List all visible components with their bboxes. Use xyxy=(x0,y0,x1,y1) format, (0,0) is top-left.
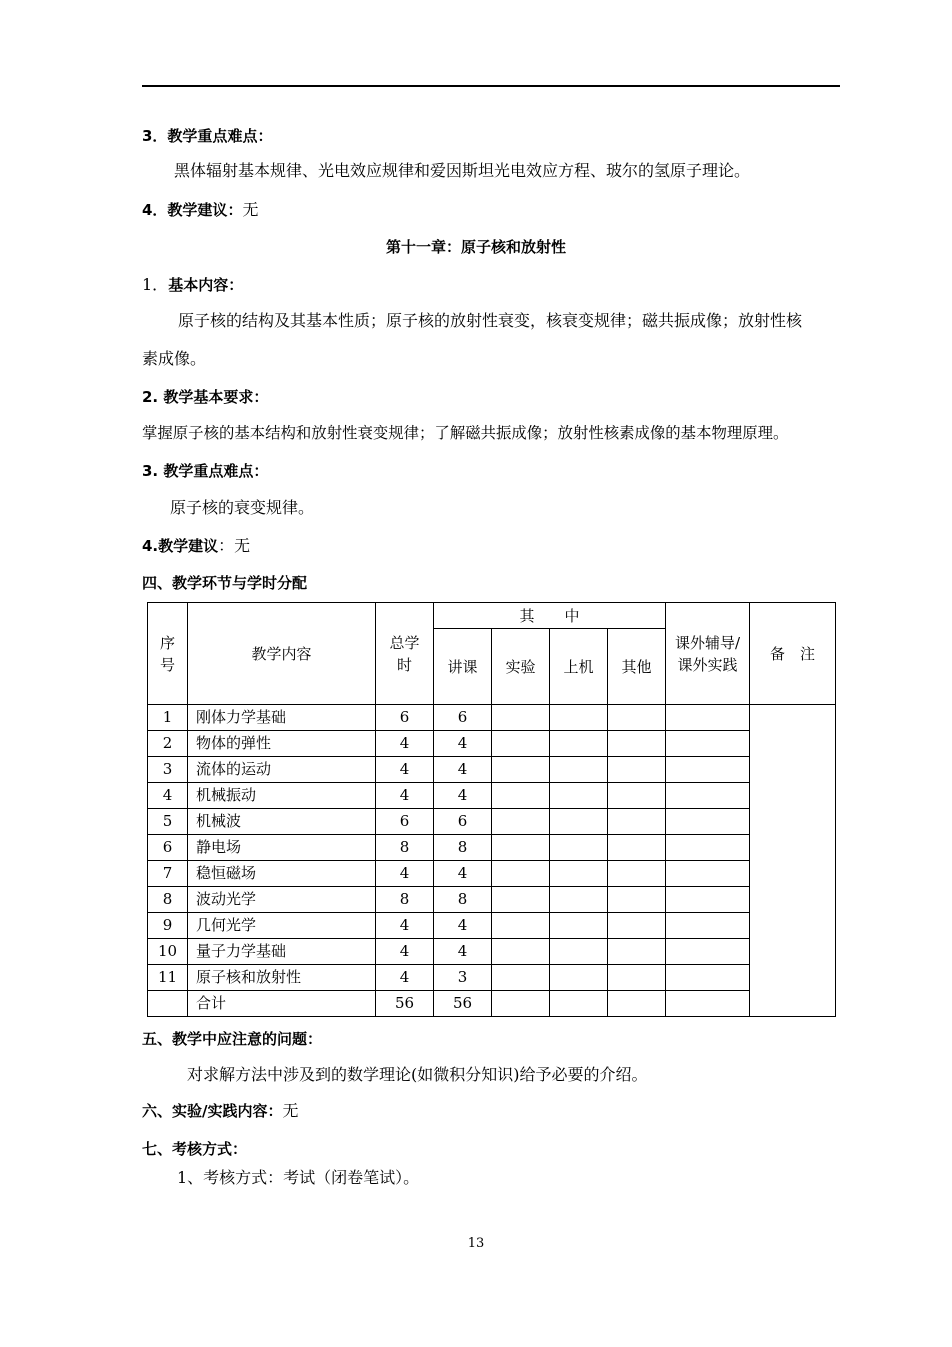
section-4-heading: 4．教学建议： xyxy=(142,201,243,219)
row-note xyxy=(750,705,836,1017)
row-total: 4 xyxy=(376,913,434,939)
row-content: 机械振动 xyxy=(188,783,376,809)
row-lab xyxy=(492,991,550,1017)
section-five-heading: 五、教学中应注意的问题： xyxy=(142,1030,323,1048)
row-computer xyxy=(550,939,608,965)
table-row xyxy=(148,939,836,965)
chapter-section-3-heading: 3. 教学重点难点： xyxy=(142,462,269,480)
row-content: 几何光学 xyxy=(188,913,376,939)
row-content: 静电场 xyxy=(188,835,376,861)
row-lecture: 4 xyxy=(434,731,492,757)
row-computer xyxy=(550,965,608,991)
row-seq: 5 xyxy=(148,809,188,835)
row-content: 量子力学基础 xyxy=(188,939,376,965)
table-row xyxy=(148,731,836,757)
row-content: 流体的运动 xyxy=(188,757,376,783)
header-note: 备 注 xyxy=(750,603,836,705)
row-content: 原子核和放射性 xyxy=(188,965,376,991)
row-lecture: 8 xyxy=(434,887,492,913)
section-seven-heading: 七、考核方式： xyxy=(142,1140,248,1158)
table-row xyxy=(148,705,836,731)
chapter-section-4-heading: 4.教学建议 xyxy=(142,537,219,555)
row-extra xyxy=(666,783,750,809)
row-total: 4 xyxy=(376,861,434,887)
row-seq: 11 xyxy=(148,965,188,991)
table-row xyxy=(148,783,836,809)
row-lab xyxy=(492,861,550,887)
table-body xyxy=(148,705,836,1017)
row-lecture: 3 xyxy=(434,965,492,991)
row-content: 机械波 xyxy=(188,809,376,835)
chapter-section-3-heading-line xyxy=(142,460,268,482)
row-seq xyxy=(148,991,188,1017)
chapter-section-1-body-1: 原子核的结构及其基本性质；原子核的放射性衰变，核衰变规律；磁共振成像；放射性核 xyxy=(178,311,803,330)
row-total: 56 xyxy=(376,991,434,1017)
section-four-heading: 四、教学环节与学时分配 xyxy=(142,574,308,592)
row-seq: 10 xyxy=(148,939,188,965)
section-3-heading: 3．教学重点难点： xyxy=(142,127,273,145)
row-lecture: 4 xyxy=(434,861,492,887)
row-extra xyxy=(666,939,750,965)
row-lecture: 6 xyxy=(434,809,492,835)
row-computer xyxy=(550,861,608,887)
row-computer xyxy=(550,731,608,757)
row-lab xyxy=(492,835,550,861)
header-lecture: 讲课 xyxy=(434,629,492,705)
section-five-heading-line xyxy=(142,1028,322,1050)
table-row xyxy=(148,757,836,783)
row-lab xyxy=(492,757,550,783)
header-extra: 课外辅导/课外实践 xyxy=(666,603,750,705)
section-4-line xyxy=(142,199,258,221)
table-row xyxy=(148,835,836,861)
row-other xyxy=(608,861,666,887)
row-seq: 9 xyxy=(148,913,188,939)
header-other: 其他 xyxy=(608,629,666,705)
row-content: 刚体力学基础 xyxy=(188,705,376,731)
row-lecture: 56 xyxy=(434,991,492,1017)
chapter-section-4-value: ：无 xyxy=(218,536,251,555)
chapter-section-1-body-2: 素成像。 xyxy=(142,349,207,368)
row-other xyxy=(608,991,666,1017)
row-lecture: 8 xyxy=(434,835,492,861)
row-extra xyxy=(666,757,750,783)
row-total: 8 xyxy=(376,887,434,913)
chapter-section-1-heading: 基本内容： xyxy=(168,276,244,294)
row-lab xyxy=(492,809,550,835)
row-lecture: 4 xyxy=(434,939,492,965)
row-seq: 2 xyxy=(148,731,188,757)
row-computer xyxy=(550,757,608,783)
header-rule xyxy=(142,85,840,87)
chapter-section-2-heading-line xyxy=(142,386,268,408)
chapter-section-1-line xyxy=(142,274,243,296)
row-lecture: 4 xyxy=(434,757,492,783)
page-number: 13 xyxy=(467,1236,485,1251)
row-total: 8 xyxy=(376,835,434,861)
table-row xyxy=(148,809,836,835)
section-five-body: 对求解方法中涉及到的数学理论(如微积分知识)给予必要的介绍。 xyxy=(187,1065,648,1084)
row-extra xyxy=(666,731,750,757)
row-total: 4 xyxy=(376,731,434,757)
row-lab xyxy=(492,965,550,991)
row-extra xyxy=(666,835,750,861)
row-other xyxy=(608,731,666,757)
row-other xyxy=(608,835,666,861)
header-content: 教学内容 xyxy=(188,603,376,705)
row-computer xyxy=(550,887,608,913)
row-computer xyxy=(550,835,608,861)
row-lecture: 4 xyxy=(434,783,492,809)
row-seq: 4 xyxy=(148,783,188,809)
row-lecture: 4 xyxy=(434,913,492,939)
row-content: 稳恒磁场 xyxy=(188,861,376,887)
chapter-section-3-body: 原子核的衰变规律。 xyxy=(170,498,315,517)
section-six-value: 无 xyxy=(282,1101,299,1120)
header-total: 总学时 xyxy=(376,603,434,705)
row-total: 6 xyxy=(376,705,434,731)
row-total: 6 xyxy=(376,809,434,835)
row-lab xyxy=(492,939,550,965)
table-row xyxy=(148,861,836,887)
section-4-value: 无 xyxy=(242,200,259,219)
row-seq: 3 xyxy=(148,757,188,783)
header-seq: 序号 xyxy=(148,603,188,705)
header-computer: 上机 xyxy=(550,629,608,705)
row-lab xyxy=(492,705,550,731)
row-extra xyxy=(666,887,750,913)
chapter-section-2-heading: 2. 教学基本要求： xyxy=(142,388,269,406)
row-computer xyxy=(550,913,608,939)
section-six-heading: 六、实验/实践内容： xyxy=(142,1102,283,1120)
row-computer xyxy=(550,991,608,1017)
row-lab xyxy=(492,887,550,913)
section-3-body: 黑体辐射基本规律、光电效应规律和爱因斯坦光电效应方程、玻尔的氢原子理论。 xyxy=(174,161,751,180)
row-other xyxy=(608,965,666,991)
row-seq: 1 xyxy=(148,705,188,731)
header-among: 其 中 xyxy=(434,603,666,629)
table-row xyxy=(148,965,836,991)
schedule-table xyxy=(147,602,836,1017)
row-seq: 8 xyxy=(148,887,188,913)
chapter-title-line xyxy=(0,236,952,258)
row-lecture: 6 xyxy=(434,705,492,731)
table-row xyxy=(148,913,836,939)
row-computer xyxy=(550,809,608,835)
row-other xyxy=(608,887,666,913)
row-other xyxy=(608,757,666,783)
table-row xyxy=(148,887,836,913)
row-computer xyxy=(550,783,608,809)
chapter-title: 第十一章：原子核和放射性 xyxy=(385,238,566,256)
section-six-line xyxy=(142,1100,299,1122)
section-seven-body: 1、考核方式：考试（闭卷笔试）。 xyxy=(177,1168,420,1187)
row-extra xyxy=(666,965,750,991)
row-content: 物体的弹性 xyxy=(188,731,376,757)
row-other xyxy=(608,939,666,965)
section-3-heading-line xyxy=(142,125,272,147)
row-extra xyxy=(666,861,750,887)
row-lab xyxy=(492,913,550,939)
chapter-section-4-line xyxy=(142,535,250,557)
row-other xyxy=(608,705,666,731)
chapter-section-1-number: 1． xyxy=(142,275,169,294)
row-other xyxy=(608,913,666,939)
row-extra xyxy=(666,809,750,835)
section-seven-heading-line xyxy=(142,1138,247,1160)
row-total: 4 xyxy=(376,757,434,783)
row-lab xyxy=(492,783,550,809)
row-total: 4 xyxy=(376,965,434,991)
row-other xyxy=(608,783,666,809)
row-extra xyxy=(666,991,750,1017)
row-other xyxy=(608,809,666,835)
row-lab xyxy=(492,731,550,757)
row-total: 4 xyxy=(376,939,434,965)
row-content: 合计 xyxy=(188,991,376,1017)
table-header-row-1 xyxy=(148,603,836,629)
row-extra xyxy=(666,705,750,731)
row-content: 波动光学 xyxy=(188,887,376,913)
row-extra xyxy=(666,913,750,939)
section-four-heading-line xyxy=(142,572,307,594)
row-seq: 6 xyxy=(148,835,188,861)
header-lab: 实验 xyxy=(492,629,550,705)
row-total: 4 xyxy=(376,783,434,809)
chapter-section-2-body: 掌握原子核的基本结构和放射性衰变规律；了解磁共振成像；放射性核素成像的基本物理原理。 xyxy=(142,424,789,442)
table-row xyxy=(148,991,836,1017)
row-computer xyxy=(550,705,608,731)
row-seq: 7 xyxy=(148,861,188,887)
